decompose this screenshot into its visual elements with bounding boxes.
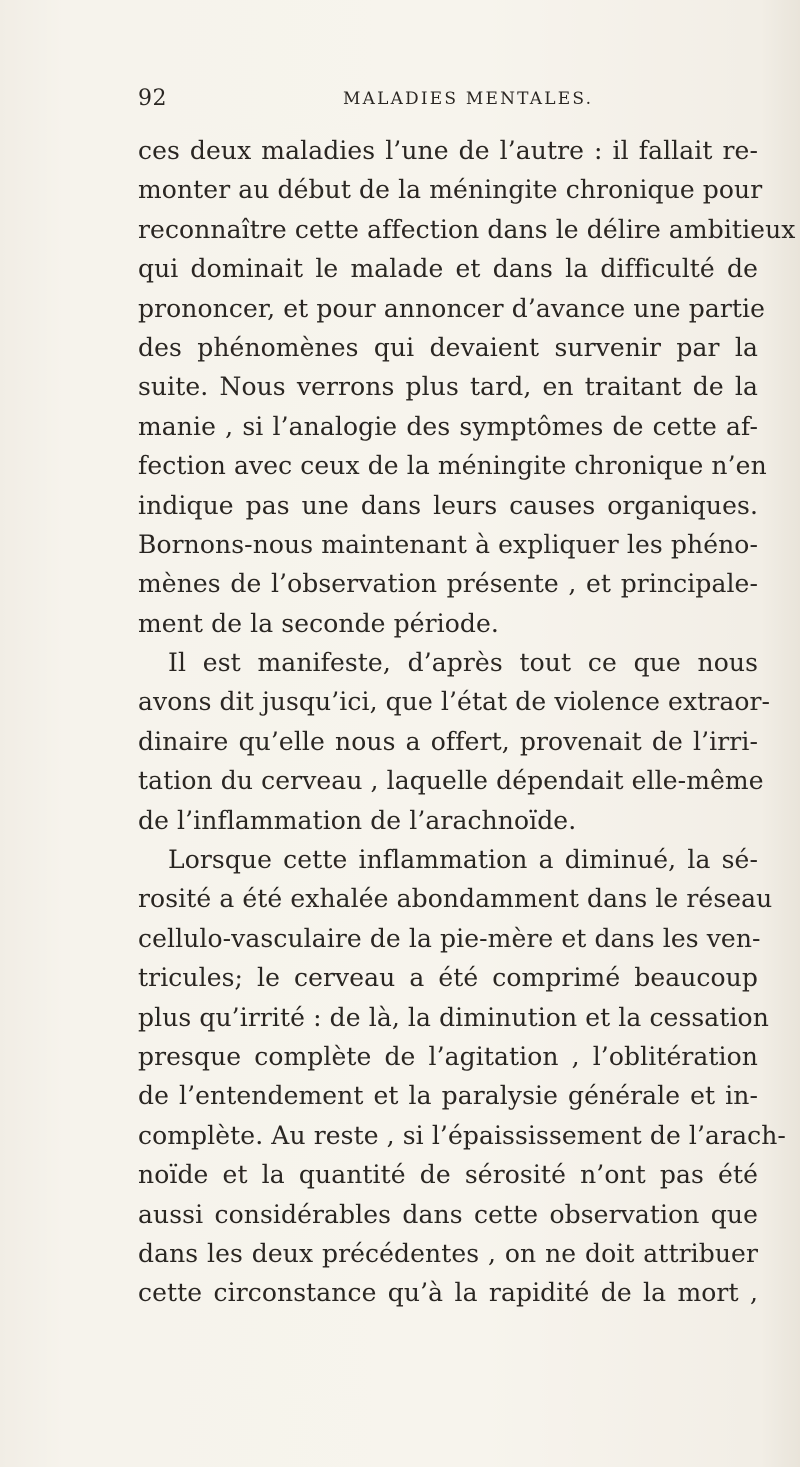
text-line: complète. Au reste , si l’épaississement de l’arach- <box>138 1120 786 1150</box>
text-line: tation du cerveau , laquelle dépendait elle-même <box>138 766 764 796</box>
text-line: monter au début de la méningite chronique pour <box>138 175 763 205</box>
text-line: Bornons-nous maintenant à expliquer les phéno- <box>138 529 758 559</box>
text-line: aussi considérables dans cette observation que <box>138 1199 758 1229</box>
text-line: reconnaître cette affection dans le délire ambitieux <box>138 214 796 244</box>
text-line: ces deux maladies l’une de l’autre : il fallait re- <box>138 136 758 165</box>
text-line: mènes de l’observation présente , et principale- <box>138 569 758 599</box>
running-title: MALADIES MENTALES. <box>343 89 594 109</box>
text-line: cette circonstance qu’à la rapidité de la mort , <box>138 1278 758 1308</box>
text-line: cellulo-vasculaire de la pie-mère et dans les ven- <box>138 923 761 953</box>
page-number: 92 <box>138 86 167 111</box>
text-line: de l’entendement et la paralysie générale et in- <box>138 1081 758 1111</box>
text-line: qui dominait le malade et dans la difficulté de <box>138 254 758 284</box>
text-line: avons dit jusqu’ici, que l’état de violence extraor- <box>138 687 771 717</box>
text-line: suite. Nous verrons plus tard, en traitant de la <box>138 372 758 402</box>
text-line: presque complète de l’agitation , l’oblitération <box>138 1041 758 1071</box>
text-line: tricules; le cerveau a été comprimé beaucoup <box>138 963 758 993</box>
text-line: Il est manifeste, d’après tout ce que nous <box>168 648 758 678</box>
text-line: dinaire qu’elle nous a offert, provenait de l’irri- <box>138 726 758 756</box>
text-line: ment de la seconde période. <box>138 608 499 638</box>
text-line: noïde et la quantité de sérosité n’ont pas été <box>138 1160 758 1190</box>
text-line: Lorsque cette inflammation a diminué, la sé- <box>168 845 758 875</box>
text-line: de l’inflammation de l’arachnoïde. <box>138 805 577 835</box>
text-line: plus qu’irrité : de là, la diminution et la cessation <box>138 1002 769 1032</box>
text-line: indique pas une dans leurs causes organiques. <box>138 490 758 520</box>
text-line: fection avec ceux de la méningite chronique n’en <box>138 451 767 481</box>
text-line: manie , si l’analogie des symptômes de cette af- <box>138 411 758 441</box>
text-line: des phénomènes qui devaient survenir par la <box>138 332 758 362</box>
body-text <box>138 131 796 1313</box>
text-line: rosité a été exhalée abondamment dans le réseau <box>138 884 773 914</box>
running-head <box>138 86 678 116</box>
text-line: dans les deux précédentes , on ne doit attribuer <box>138 1238 758 1268</box>
text-line: prononcer, et pour annoncer d’avance une partie <box>138 293 766 323</box>
